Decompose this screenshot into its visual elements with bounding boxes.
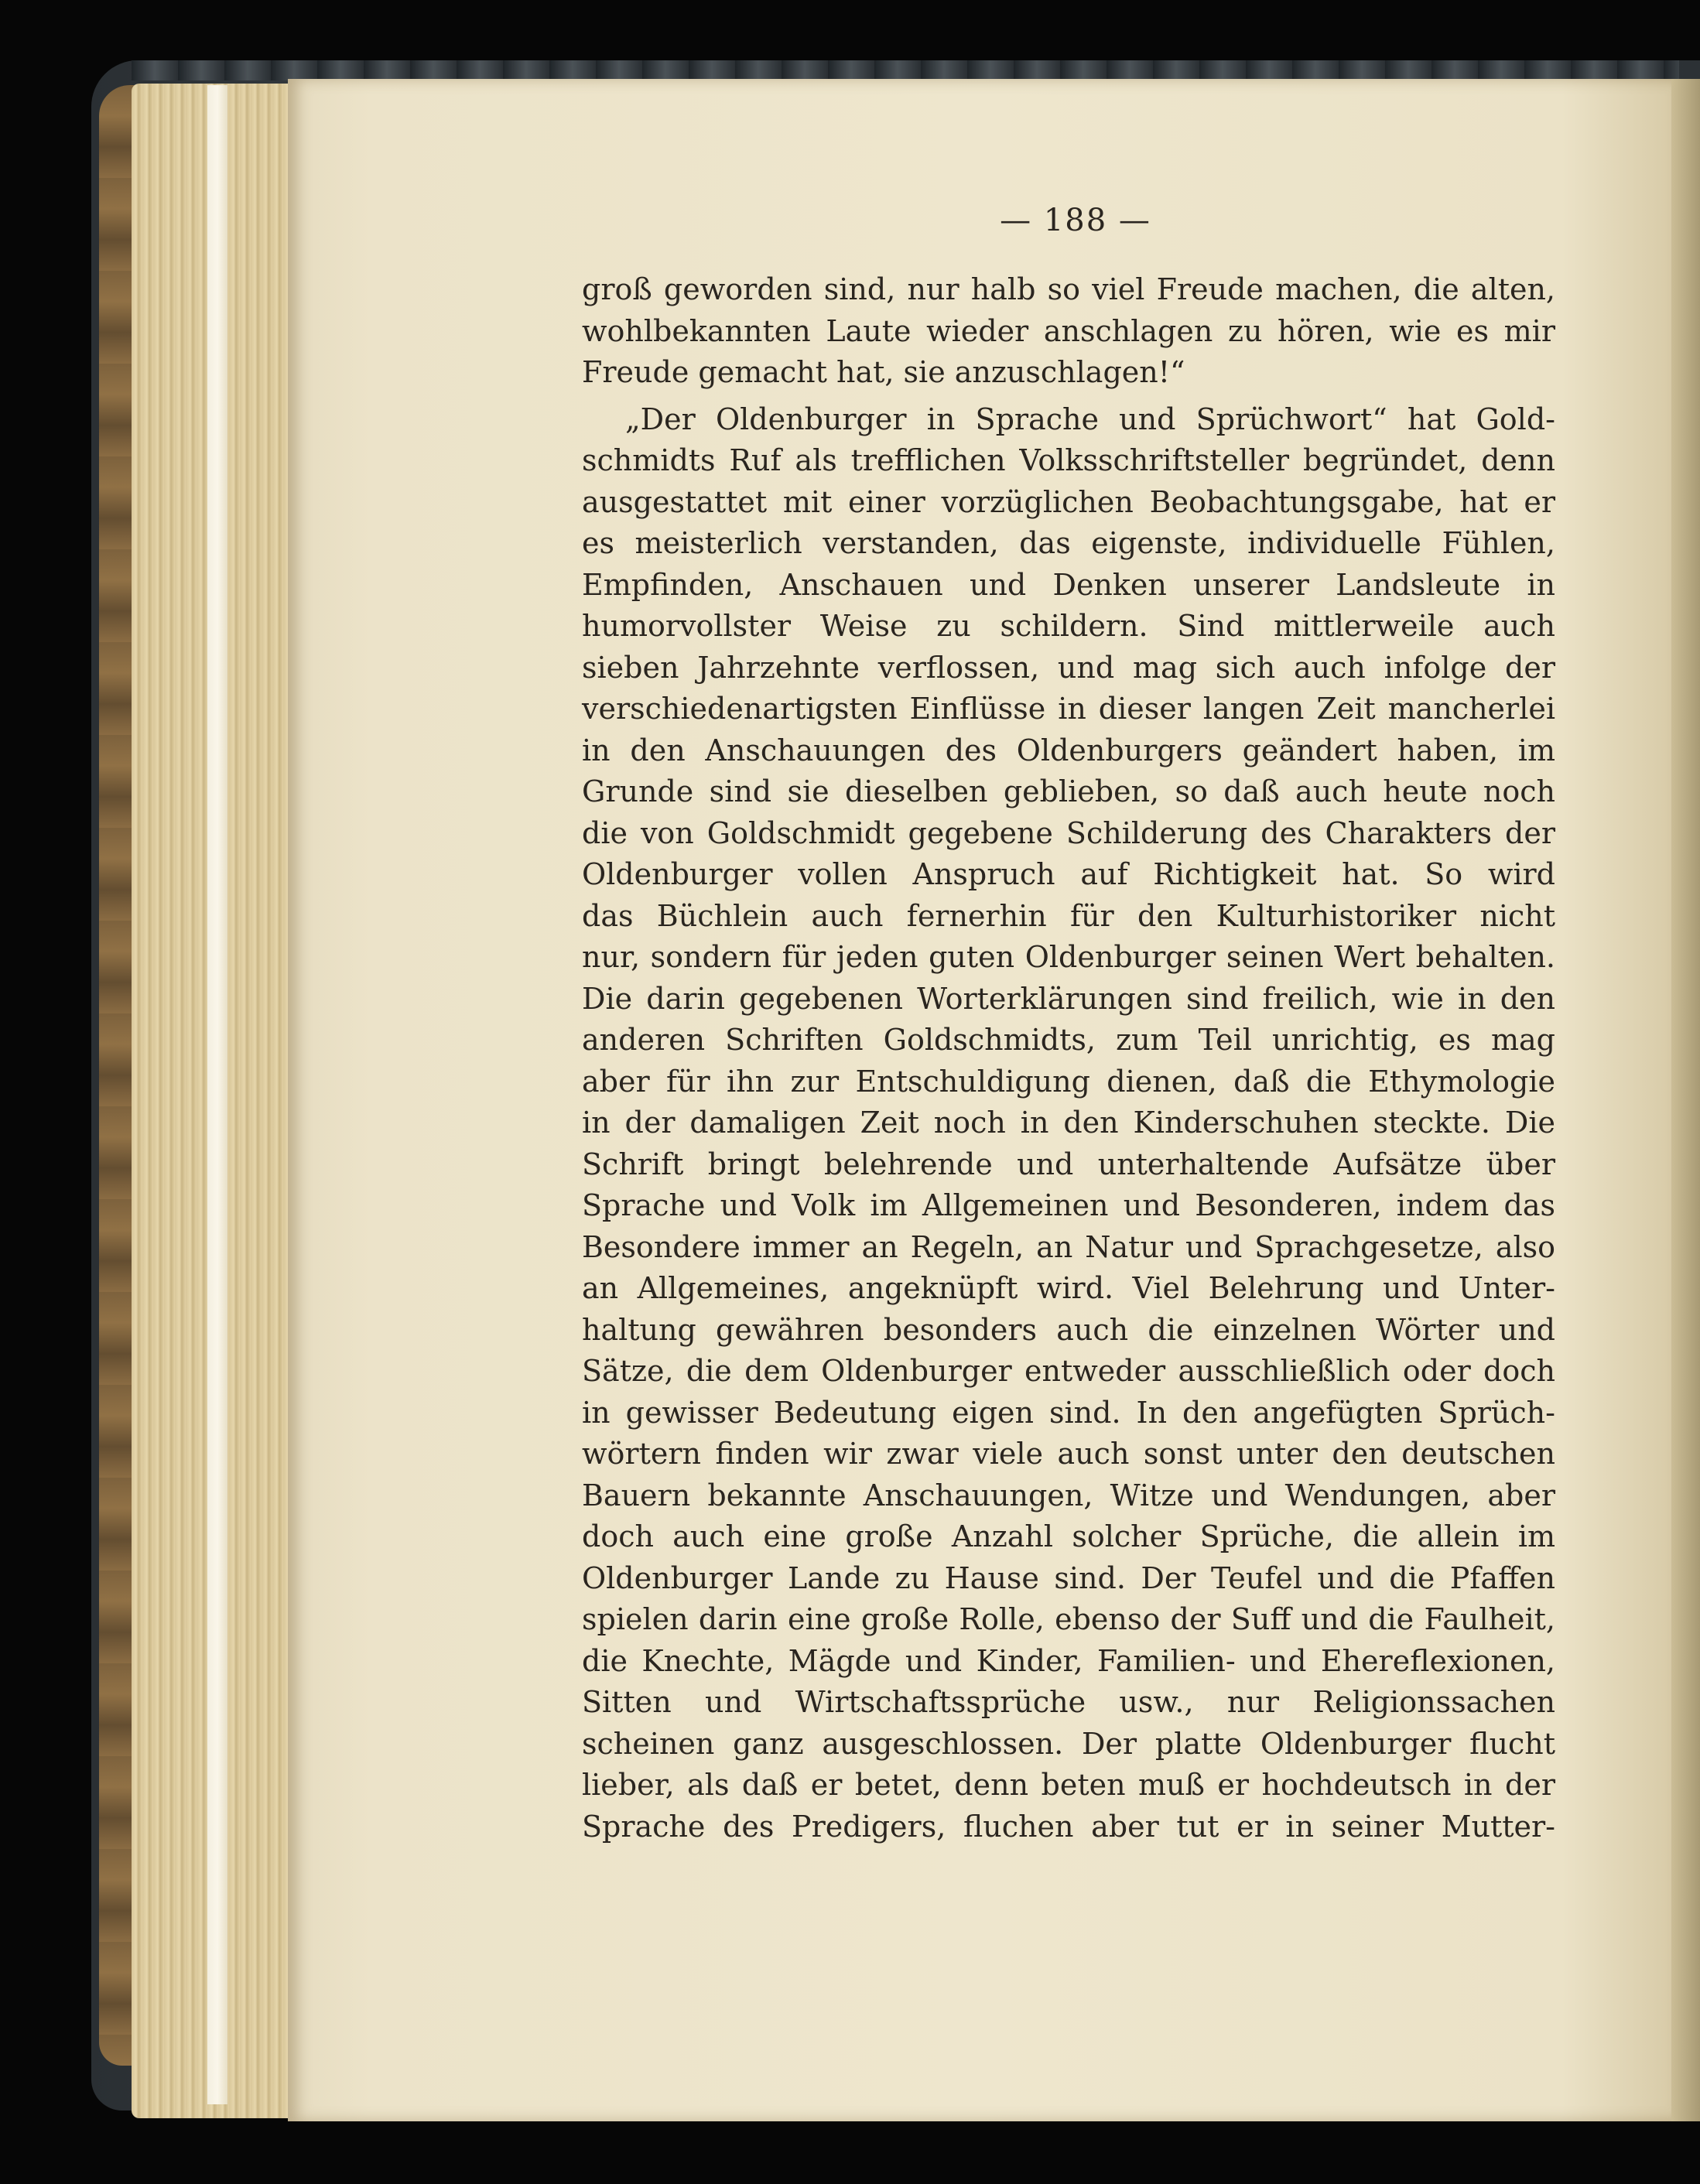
text-line: doch auch eine große Anzahl solcher Sprüche, die allein im xyxy=(582,1519,1555,1553)
text-line: in gewisser Bedeutung eigen sind. In den angefügten Sprüch- xyxy=(582,1395,1555,1430)
text-line: Sätze, die dem Oldenburger entweder ausschließlich oder doch xyxy=(582,1354,1555,1388)
text-line: Empfinden, Anschauen und Denken unserer Landsleute in xyxy=(582,567,1555,602)
text-line: die Knechte, Mägde und Kinder, Familien- und Ehereflexionen, xyxy=(582,1643,1555,1678)
text-line: nur, sondern für jeden guten Oldenburger seinen Wert behalten. xyxy=(582,940,1555,974)
text-line: Oldenburger vollen Anspruch auf Richtigkeit hat. So wird xyxy=(582,857,1555,891)
top-binding xyxy=(132,60,1679,80)
text-line: es meisterlich verstanden, das eigenste, individuelle Fühlen, xyxy=(582,526,1555,560)
text-line: wörtern finden wir zwar viele auch sonst unter den deutschen xyxy=(582,1437,1555,1471)
page-number: — 188 — xyxy=(1000,203,1151,238)
text-line: an Allgemeines, angeknüpft wird. Viel Belehrung und Unter- xyxy=(582,1271,1555,1305)
body-text xyxy=(582,269,1555,1847)
page-gutter xyxy=(1671,79,1700,2121)
text-line: Sprache des Predigers, fluchen aber tut er in seiner Mutter- xyxy=(582,1809,1555,1844)
text-line: Sprache und Volk im Allgemeinen und Besonderen, indem das xyxy=(582,1188,1555,1222)
text-line: lieber, als daß er betet, denn beten muß er hochdeutsch in der xyxy=(582,1768,1555,1802)
text-line: haltung gewähren besonders auch die einzelnen Wörter und xyxy=(582,1312,1555,1347)
text-line: spielen darin eine große Rolle, ebenso der Suff und die Faulheit, xyxy=(582,1602,1555,1636)
text-line: Die darin gegebenen Worterklärungen sind freilich, wie in den xyxy=(582,981,1555,1016)
text-line: Grunde sind sie dieselben geblieben, so daß auch heute noch xyxy=(582,774,1555,808)
text-line: schmidts Ruf als trefflichen Volksschriftsteller begründet, denn xyxy=(582,443,1555,477)
text-line: ausgestattet mit einer vorzüglichen Beobachtungsgabe, hat er xyxy=(582,484,1555,519)
text-line: Freude gemacht hat, sie anzuschlagen!“ xyxy=(582,355,1185,389)
text-line: in den Anschauungen des Oldenburgers geändert haben, im xyxy=(582,733,1555,767)
text-line: Oldenburger Lande zu Hause sind. Der Teufel und die Pfaffen xyxy=(582,1560,1555,1595)
text-line: sieben Jahrzehnte verflossen, und mag sich auch infolge der xyxy=(582,650,1555,685)
text-line: wohlbekannten Laute wieder anschlagen zu hören, wie es mir xyxy=(582,313,1555,348)
text-line: „Der Oldenburger in Sprache und Sprüchwort“ hat Gold- xyxy=(625,402,1555,436)
text-line: verschiedenartigsten Einflüsse in dieser langen Zeit mancherlei xyxy=(582,692,1555,726)
text-line: Besondere immer an Regeln, an Natur und Sprachgesetze, also xyxy=(582,1229,1555,1264)
text-line: Bauern bekannte Anschauungen, Witze und Wendungen, aber xyxy=(582,1478,1555,1512)
page-stack-highlight xyxy=(207,85,227,2104)
text-line: anderen Schriften Goldschmidts, zum Teil unrichtig, es mag xyxy=(582,1023,1555,1057)
text-line: Sitten und Wirtschaftssprüche usw., nur Religionssachen xyxy=(582,1685,1555,1719)
text-line: in der damaligen Zeit noch in den Kinderschuhen steckte. Die xyxy=(582,1106,1555,1140)
text-line: groß geworden sind, nur halb so viel Freude machen, die alten, xyxy=(582,272,1555,306)
text-line: das Büchlein auch fernerhin für den Kulturhistoriker nicht xyxy=(582,898,1555,933)
text-line: die von Goldschmidt gegebene Schilderung des Charakters der xyxy=(582,815,1555,850)
text-line: aber für ihn zur Entschuldigung dienen, daß die Ethymologie xyxy=(582,1064,1555,1099)
text-line: Schrift bringt belehrende und unterhaltende Aufsätze über xyxy=(582,1147,1555,1181)
text-line: humorvollster Weise zu schildern. Sind mittlerweile auch xyxy=(582,609,1555,643)
text-line: scheinen ganz ausgeschlossen. Der platte Oldenburger flucht xyxy=(582,1726,1555,1761)
